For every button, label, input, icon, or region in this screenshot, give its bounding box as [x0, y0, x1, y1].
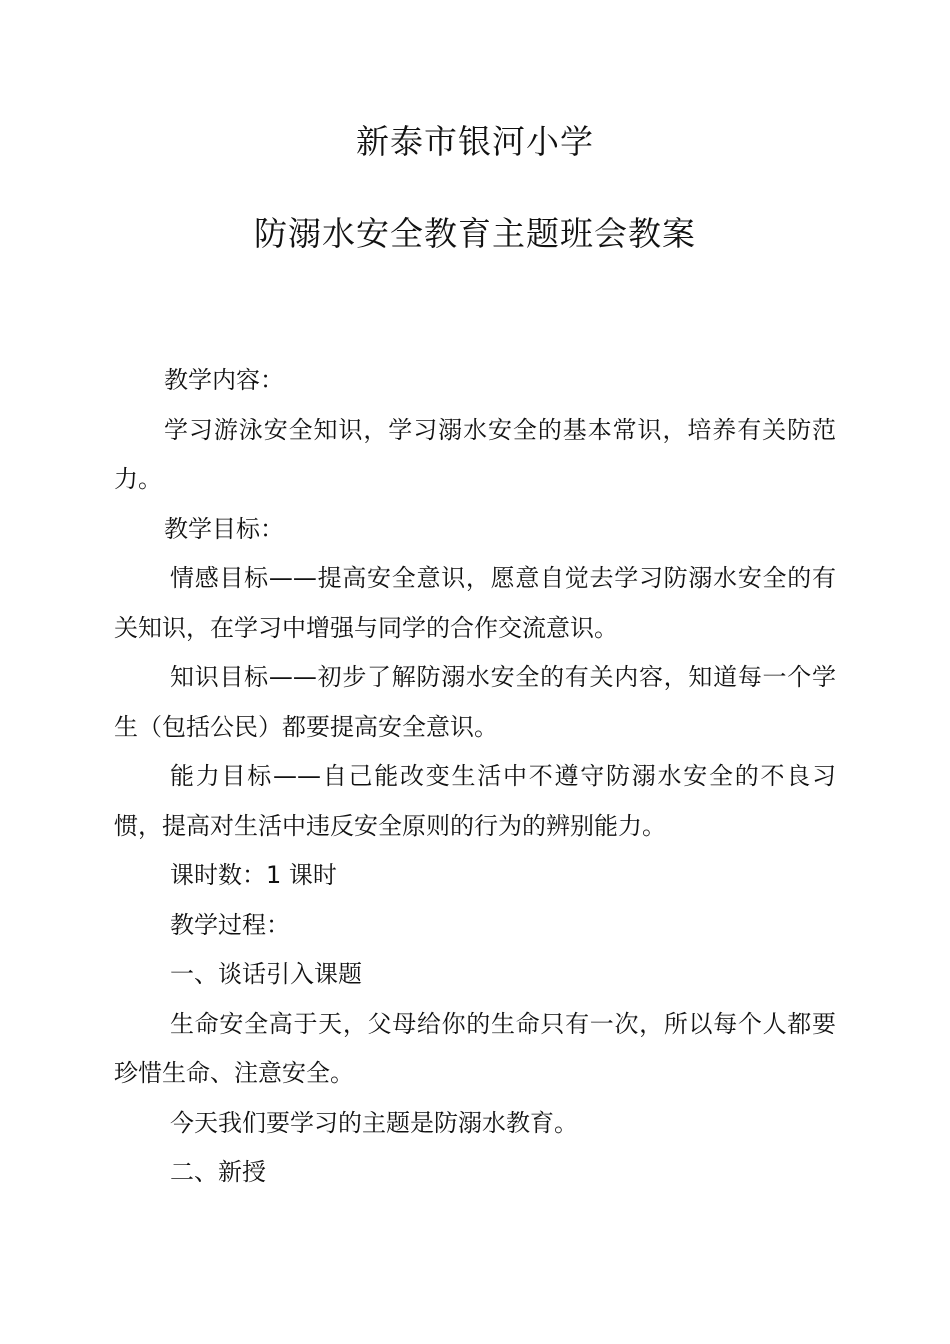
paragraph-content: 学习游泳安全知识，学习溺水安全的基本常识，培养有关防范力。 [114, 415, 836, 493]
document-body [114, 356, 836, 1198]
paragraph-emotional-goal: 情感目标——提高安全意识，愿意自觉去学习防溺水安全的有关知识，在学习中增强与同学的合作交流意识。 [114, 564, 836, 642]
section-heading-process: 教学过程： [170, 910, 290, 939]
paragraph-class-hours: 课时数：1 课时 [170, 861, 337, 889]
school-name: 新泰市银河小学 [356, 122, 594, 161]
section-heading-objectives: 教学目标： [164, 514, 284, 543]
subheading-introduction: 一、谈话引入课题 [170, 960, 362, 988]
paragraph-today-topic: 今天我们要学习的主题是防溺水教育。 [170, 1108, 578, 1137]
document-title: 防溺水安全教育主题班会教案 [254, 214, 696, 253]
section-heading-content: 教学内容： [164, 366, 284, 394]
paragraph-ability-goal: 能力目标——自己能改变生活中不遵守防溺水安全的不良习惯，提高对生活中违反安全原则的行为的辨别能力。 [114, 762, 836, 840]
paragraph-knowledge-goal: 知识目标——初步了解防溺水安全的有关内容，知道每一个学生（包括公民）都要提高安全意识。 [114, 663, 836, 741]
paragraph-life-safety: 生命安全高于天，父母给你的生命只有一次，所以每个人都要珍惜生命、注意安全。 [114, 1009, 836, 1087]
subheading-new-lesson: 二、新授 [170, 1158, 266, 1186]
